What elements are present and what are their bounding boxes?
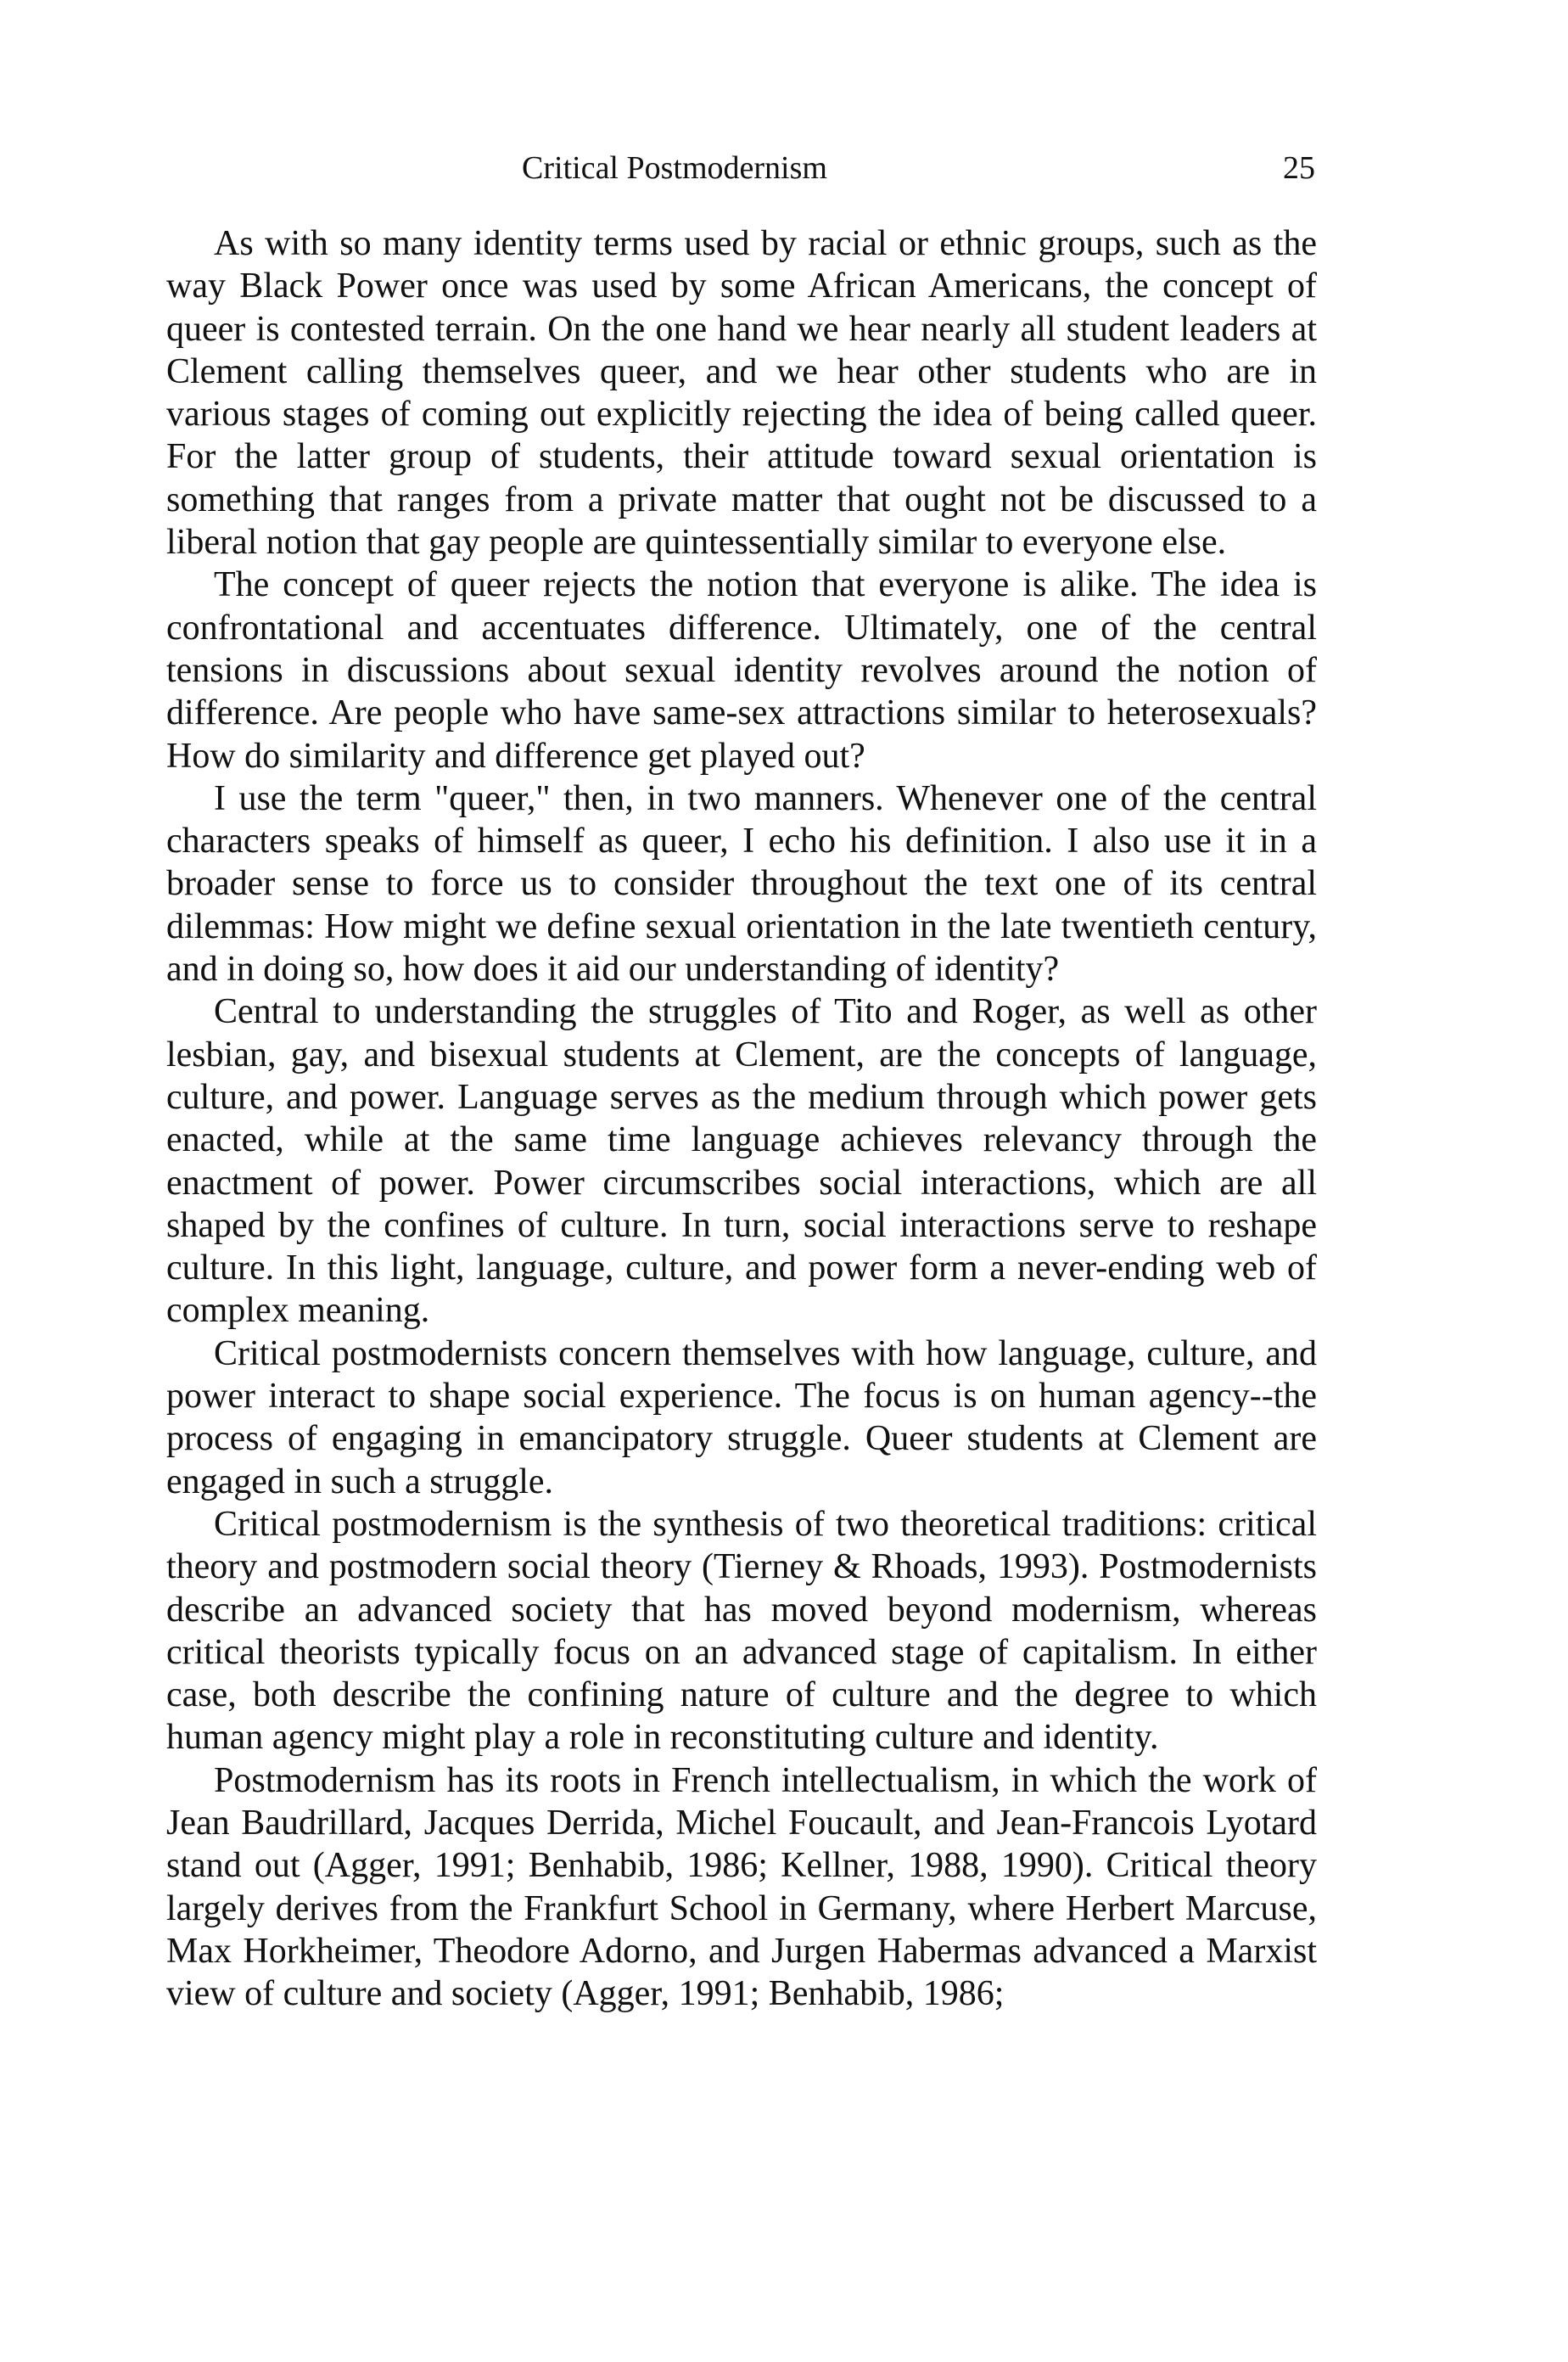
body-text	[166, 222, 1317, 2015]
running-head	[212, 146, 1315, 190]
paragraph: As with so many identity terms used by racial or ethnic groups, such as the way Black Power once was used by some African Americans, the concept of queer is contested terrain. On the one hand we hear nearly all student leaders at Clement calling themselves queer, and we hear other students who are in various stages of coming out explicitly rejecting the idea of being called queer. For the latter group of students, their attitude toward sexual orientation is something that ranges from a private matter that ought not be discussed to a liberal notion that gay people are quintessentially similar to everyone else.	[166, 224, 1317, 563]
paragraph: The concept of queer rejects the notion that everyone is alike. The idea is confrontational and accentuates difference. Ultimately, one of the central tensions in discussions about sexual identity revolves around the notion of difference. Are people who have same-sex attractions similar to heterosexuals? How do similarity and difference get played out?	[166, 565, 1317, 776]
running-title: Critical Postmodernism	[522, 150, 827, 186]
paragraph: Central to understanding the struggles of Tito and Roger, as well as other lesbian, gay, and bisexual students at Clement, are the concepts of language, culture, and power. Language serves as the medium through which power gets enacted, while at the same time language achieves relevancy through the enactment of power. Power circumscribes social interactions, which are all shaped by the confines of culture. In turn, social interactions serve to reshape culture. In this light, language, culture, and power form a never-ending web of complex meaning.	[166, 992, 1317, 1331]
page-number: 25	[1283, 150, 1315, 186]
paragraph: Critical postmodernists concern themselves with how language, culture, and power interact to shape social experience. The focus is on human agency--the process of engaging in emancipatory struggle. Queer students at Clement are engaged in such a struggle.	[166, 1333, 1317, 1501]
paragraph: Postmodernism has its roots in French intellectualism, in which the work of Jean Baudrillard, Jacques Derrida, Michel Foucault, and Jean-Francois Lyotard stand out (Agger, 1991; Benhabib, 1986; Kellner, 1988, 1990). Critical theory largely derives from the Frankfurt School in Germany, where Herbert Marcuse, Max Horkheimer, Theodore Adorno, and Jurgen Habermas advanced a Marxist view of culture and society (Agger, 1991; Benhabib, 1986;	[166, 1760, 1317, 2014]
paragraph: Critical postmodernism is the synthesis of two theoretical traditions: critical theory and postmodern social theory (Tierney & Rhoads, 1993). Postmodernists describe an advanced society that has moved beyond modernism, whereas critical theorists typically focus on an advanced stage of capitalism. In either case, both describe the confining nature of culture and the degree to which human agency might play a role in reconstituting culture and identity.	[166, 1504, 1317, 1758]
paragraph: I use the term "queer," then, in two manners. Whenever one of the central characters speaks of himself as queer, I echo his definition. I also use it in a broader sense to force us to consider throughout the text one of its central dilemmas: How might we define sexual orientation in the late twentieth century, and in doing so, how does it aid our understanding of identity?	[166, 778, 1317, 990]
